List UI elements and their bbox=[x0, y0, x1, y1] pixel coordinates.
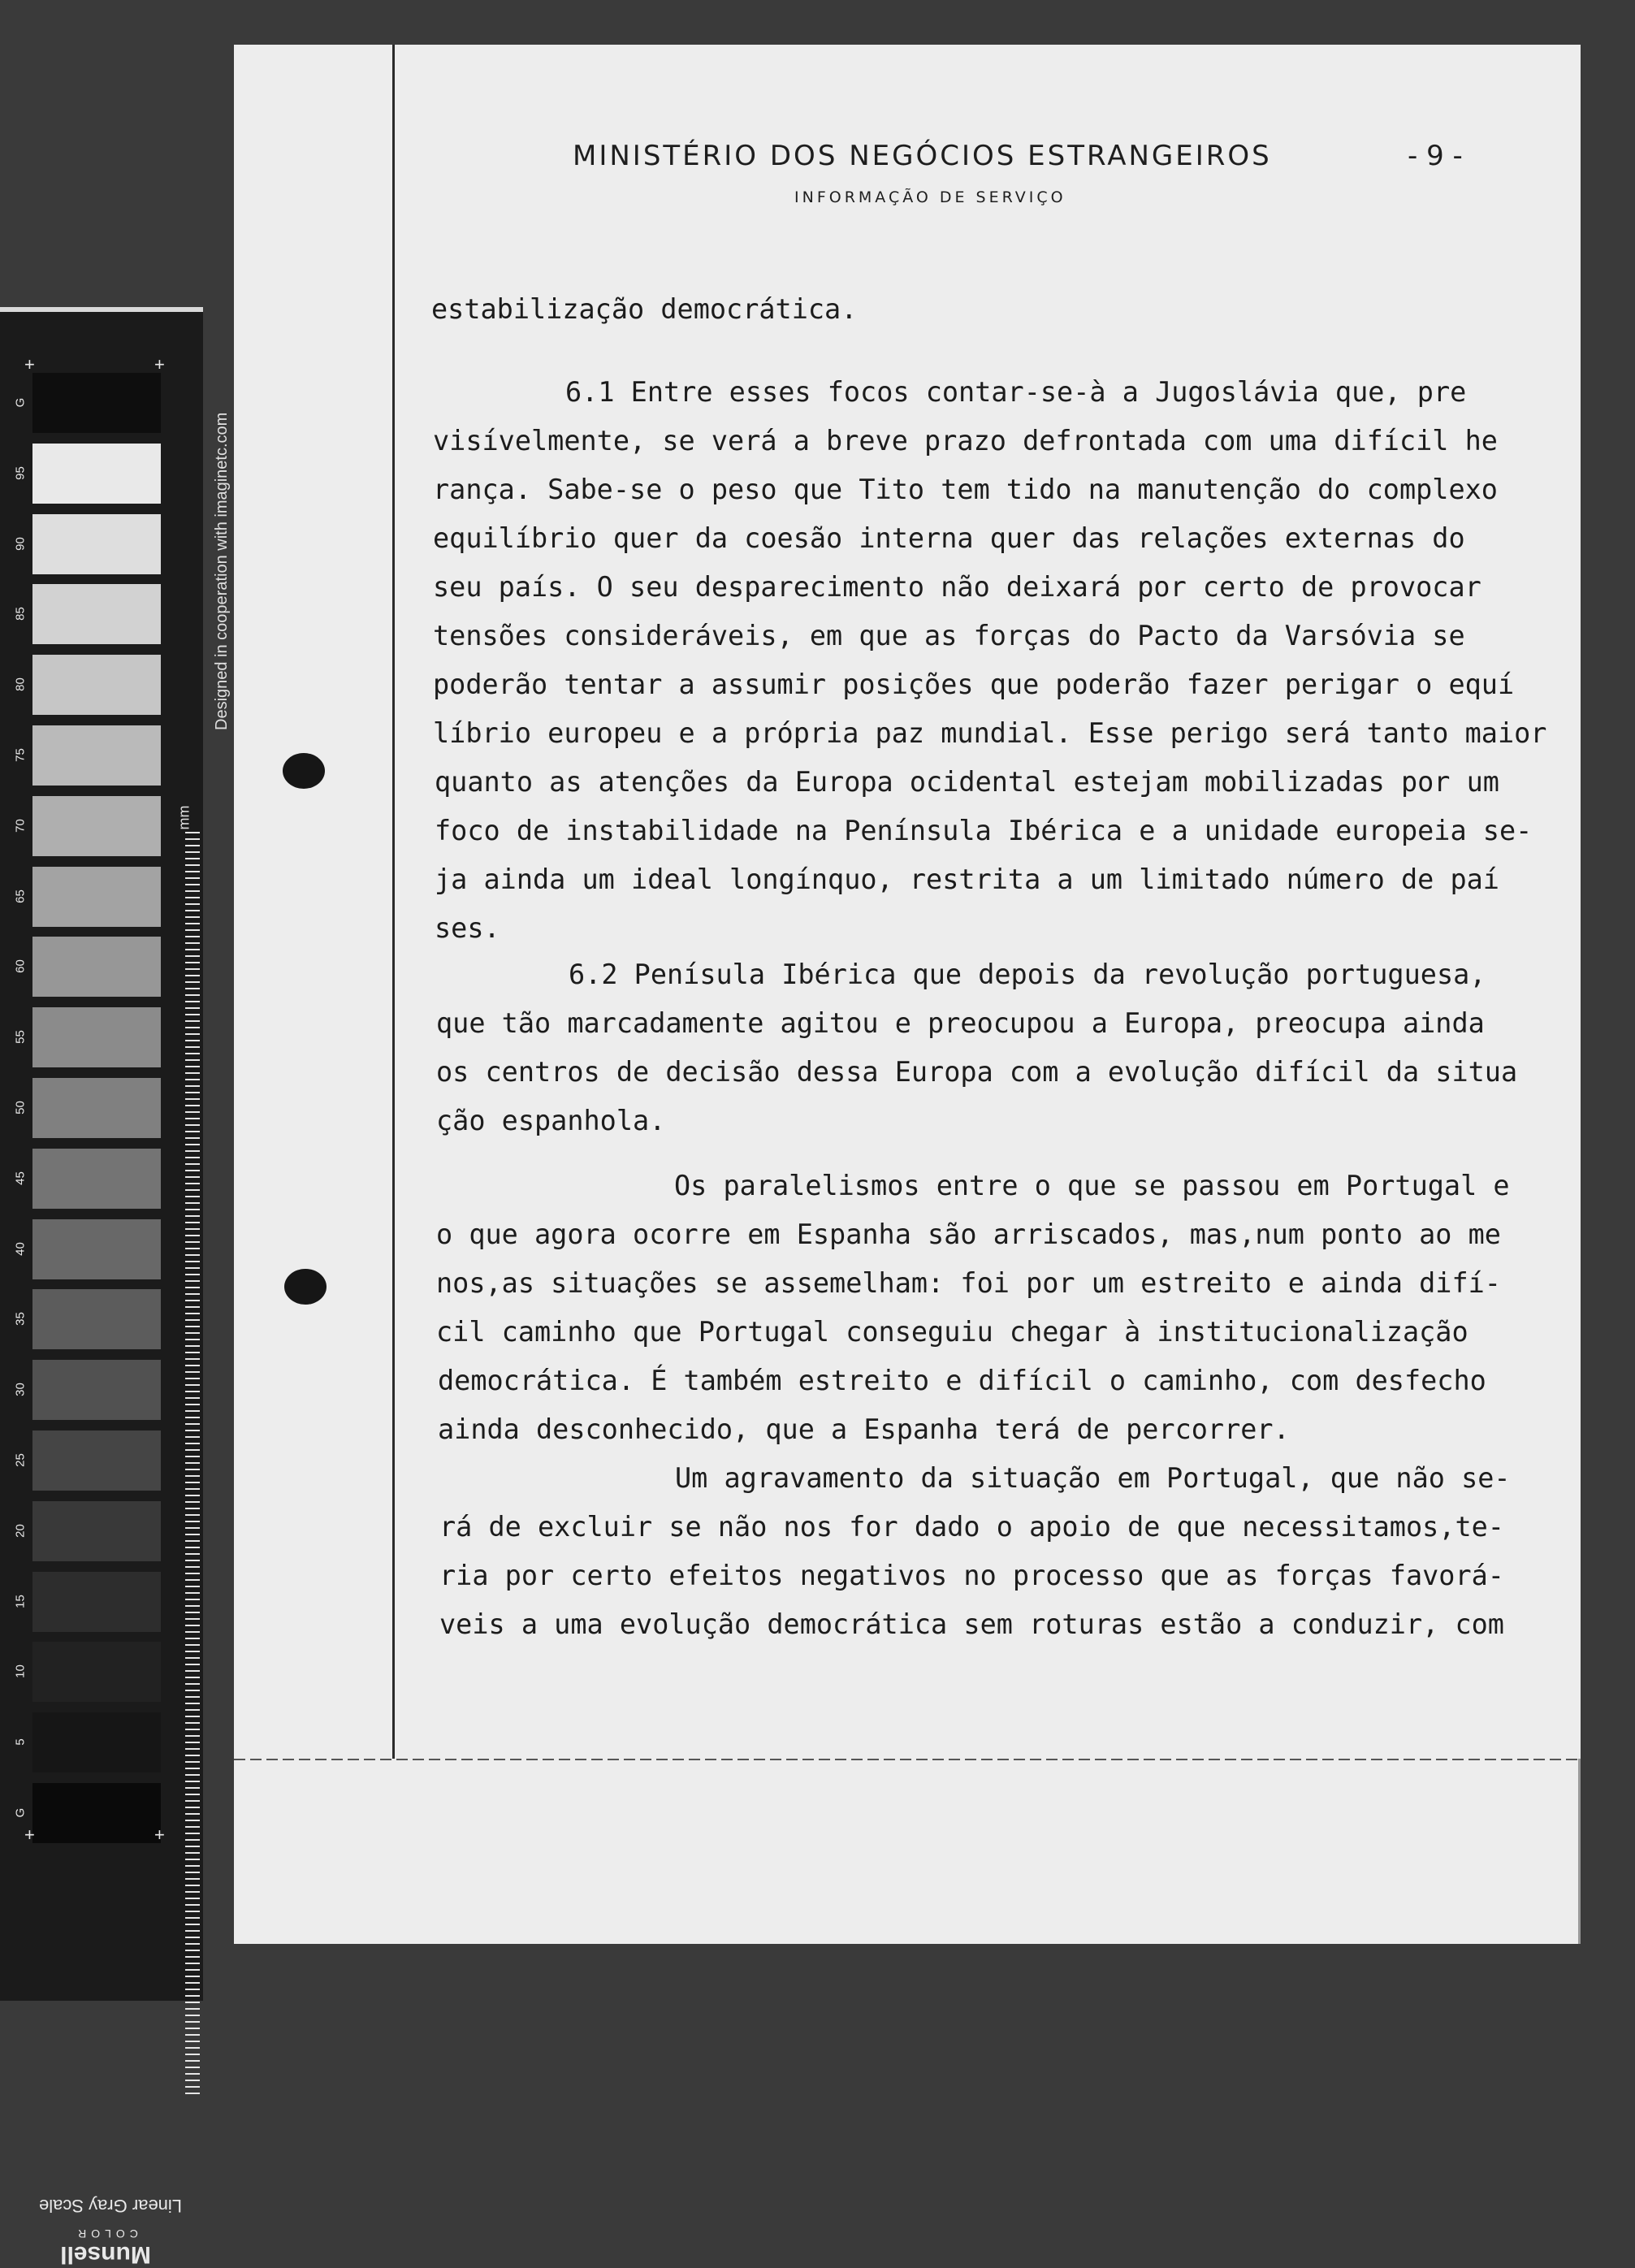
gray-step-label: 90 bbox=[13, 536, 28, 551]
text-line: rá de excluir se não nos for dado o apoio de que necessitamos,te- bbox=[439, 1511, 1504, 1543]
text-line: 6.2 Penísula Ibérica que depois da revolução portuguesa, bbox=[569, 959, 1486, 990]
gray-swatch bbox=[32, 1430, 161, 1491]
gray-step-label: 30 bbox=[13, 1383, 28, 1397]
ministry-title: MINISTÉRIO DOS NEGÓCIOS ESTRANGEIROS bbox=[573, 140, 1272, 172]
text-line: foco de instabilidade na Península Ibérica e a unidade europeia se- bbox=[435, 815, 1533, 846]
mm-ruler bbox=[185, 832, 200, 2099]
gray-step-label: 60 bbox=[13, 959, 28, 974]
gray-step-label: 45 bbox=[13, 1171, 28, 1185]
registration-mark-icon: + bbox=[24, 1824, 35, 1845]
text-line: ses. bbox=[435, 912, 500, 944]
text-line: que tão marcadamente agitou e preocupou a Europa, preocupa ainda bbox=[436, 1007, 1485, 1039]
text-line: poderão tentar a assumir posições que poderão fazer perigar o equí bbox=[433, 669, 1515, 700]
gray-swatch bbox=[32, 1289, 161, 1349]
gray-step-label: 55 bbox=[13, 1030, 28, 1045]
registration-mark-icon: + bbox=[24, 354, 35, 374]
gray-step-label: G bbox=[13, 1807, 28, 1818]
text-line: visívelmente, se verá a breve prazo defrontada com uma difícil he bbox=[433, 425, 1498, 457]
margin-line bbox=[392, 45, 395, 1759]
gray-swatch bbox=[32, 1572, 161, 1632]
gray-swatch bbox=[32, 1642, 161, 1702]
punch-hole bbox=[284, 1269, 327, 1305]
gray-swatch bbox=[32, 1219, 161, 1279]
text-line: ja ainda um ideal longínquo, restrita a um limitado número de paí bbox=[435, 863, 1499, 895]
text-line: democrática. É também estreito e difícil o caminho, com desfecho bbox=[438, 1365, 1486, 1396]
gray-step-label: 75 bbox=[13, 748, 28, 762]
gray-swatch bbox=[32, 1149, 161, 1209]
gray-step-label: 70 bbox=[13, 818, 28, 833]
gray-swatch bbox=[32, 867, 161, 927]
gray-step-label: 40 bbox=[13, 1241, 28, 1256]
text-line: Um agravamento da situação em Portugal, que não se- bbox=[675, 1462, 1511, 1494]
gray-step-label: 65 bbox=[13, 889, 28, 903]
gray-swatch bbox=[32, 444, 161, 504]
gray-step-label: 10 bbox=[13, 1664, 28, 1679]
text-line: seu país. O seu desparecimento não deixará por certo de provocar bbox=[433, 571, 1481, 603]
registration-mark-icon: + bbox=[154, 354, 165, 374]
gray-step-label: 85 bbox=[13, 607, 28, 621]
text-line: rança. Sabe-se o peso que Tito tem tido na manutenção do complexo bbox=[433, 474, 1498, 505]
gray-swatch bbox=[32, 514, 161, 574]
gray-swatch bbox=[32, 584, 161, 644]
text-line: veis a uma evolução democrática sem roturas estão a conduzir, com bbox=[439, 1608, 1504, 1640]
gray-swatch bbox=[32, 1360, 161, 1420]
page-number: - 9 - bbox=[1408, 140, 1463, 172]
munsell-name: Munsell bbox=[60, 2241, 151, 2268]
gray-swatch bbox=[32, 1783, 161, 1843]
bottom-rule bbox=[234, 1759, 1581, 1760]
text-line: quanto as atenções da Europa ocidental estejam mobilizadas por um bbox=[435, 766, 1499, 798]
text-line: ria por certo efeitos negativos no processo que as forças favorá- bbox=[439, 1560, 1504, 1591]
gray-scale-card bbox=[0, 307, 231, 2268]
service-subtitle: INFORMAÇÃO DE SERVIÇO bbox=[794, 188, 1066, 206]
registration-mark-icon: + bbox=[154, 1824, 165, 1845]
gray-step-label: 5 bbox=[13, 1738, 28, 1746]
gray-swatch bbox=[32, 373, 161, 433]
gray-step-label: 50 bbox=[13, 1101, 28, 1115]
punch-hole bbox=[283, 753, 325, 789]
text-line: 6.1 Entre esses focos contar-se-à a Jugoslávia que, pre bbox=[565, 376, 1467, 408]
text-line: nos,as situações se assemelham: foi por um estreito e ainda difí- bbox=[436, 1267, 1501, 1299]
card-brand-text: Designed in cooperation with imaginetc.com bbox=[213, 412, 231, 730]
text-line: estabilização democrática. bbox=[431, 293, 858, 325]
text-line: Os paralelismos entre o que se passou em Portugal e bbox=[674, 1170, 1510, 1201]
gray-step-label: 35 bbox=[13, 1312, 28, 1327]
document-page bbox=[234, 45, 1581, 1944]
gray-step-label: 80 bbox=[13, 677, 28, 692]
gray-swatch bbox=[32, 1078, 161, 1138]
gray-swatch bbox=[32, 1501, 161, 1561]
text-line: cil caminho que Portugal conseguiu chegar à institucionalização bbox=[436, 1316, 1468, 1348]
gray-step-label: 95 bbox=[13, 465, 28, 480]
gray-step-label: 25 bbox=[13, 1453, 28, 1467]
text-line: tensões consideráveis, em que as forças do Pacto da Varsóvia se bbox=[433, 620, 1465, 651]
text-line: equilíbrio quer da coesão interna quer das relações externas do bbox=[433, 522, 1465, 554]
text-line: ção espanhola. bbox=[436, 1105, 666, 1136]
gray-swatch bbox=[32, 796, 161, 856]
gray-swatch bbox=[32, 1712, 161, 1772]
text-line: líbrio europeu e a própria paz mundial. Esse perigo será tanto maior bbox=[433, 717, 1547, 749]
gray-step-label: G bbox=[13, 397, 28, 408]
ruler-unit-label: mm bbox=[175, 805, 192, 830]
munsell-logo bbox=[32, 2227, 179, 2268]
gray-swatch bbox=[32, 725, 161, 786]
text-line: ainda desconhecido, que a Espanha terá de percorrer. bbox=[438, 1413, 1290, 1445]
munsell-sub: COLOR bbox=[73, 2227, 138, 2240]
scale-label: Linear Gray Scale bbox=[38, 2196, 183, 2216]
page-edge bbox=[1578, 1759, 1581, 1944]
gray-swatch bbox=[32, 1007, 161, 1067]
text-line: os centros de decisão dessa Europa com a evolução difícil da situa bbox=[436, 1056, 1518, 1088]
gray-step-label: 15 bbox=[13, 1594, 28, 1608]
gray-step-label: 20 bbox=[13, 1523, 28, 1538]
text-line: o que agora ocorre em Espanha são arriscados, mas,num ponto ao me bbox=[436, 1218, 1501, 1250]
gray-swatch bbox=[32, 655, 161, 715]
gray-swatch bbox=[32, 937, 161, 997]
